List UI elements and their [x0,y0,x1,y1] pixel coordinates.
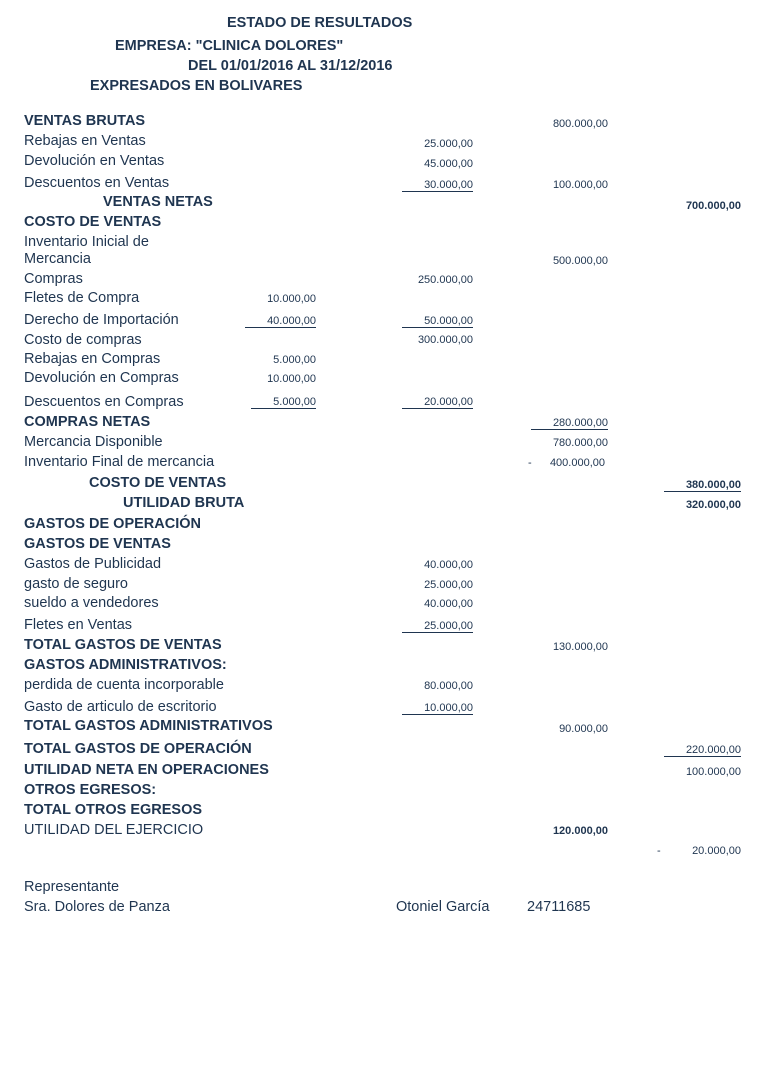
row-label: UTILIDAD NETA EN OPERACIONES [24,762,269,778]
row-label: Compras [24,271,83,287]
row-ventas-brutas [0,113,768,133]
row-costo-ventas-total [0,475,768,495]
row-label: Inventario Final de mercancia [24,454,215,470]
row-label: COSTO DE VENTAS [89,475,227,491]
amount: 30.000,00 [402,179,473,192]
representative-name: Sra. Dolores de Panza [24,899,170,915]
amount: 120.000,00 [552,825,608,837]
row-label: UTILIDAD BRUTA [123,495,245,511]
preparer-id: 24711685 [527,899,591,915]
row-sueldo-vendedores [0,595,768,615]
row-label: Rebajas en Ventas [24,133,146,149]
row-gastos-admin [0,657,768,677]
row-label: UTILIDAD DEL EJERCICIO [24,822,204,838]
amount: 10.000,00 [267,293,316,305]
row-label: Rebajas en Compras [24,351,161,367]
amount: 220.000,00 [664,744,741,757]
row-derecho-importacion [0,312,768,332]
currency-note: EXPRESADOS EN BOLIVARES [90,78,303,94]
row-devolucion-ventas [0,153,768,173]
row-devolucion-compras [0,370,768,390]
amount: 400.000,00 [549,457,605,469]
row-label: Gasto de articulo de escritorio [24,699,217,715]
row-rebajas-compras [0,351,768,371]
row-label: Descuentos en Compras [24,394,184,410]
row-label: Inventario Inicial de [24,234,149,250]
row-label: Fletes en Ventas [24,617,133,633]
row-utilidad-neta-operaciones [0,762,768,782]
period: DEL 01/01/2016 AL 31/12/2016 [188,58,393,74]
amount: 700.000,00 [685,200,741,212]
amount: 80.000,00 [424,680,473,692]
row-gastos-ventas [0,536,768,556]
row-fletes-ventas [0,617,768,637]
row-ventas-netas [0,194,768,214]
preparer-name: Otoniel García [396,899,490,915]
row-gasto-escritorio [0,699,768,719]
row-descuentos-ventas [0,175,768,195]
amount: 40.000,00 [424,598,473,610]
row-label: sueldo a vendedores [24,595,159,611]
row-perdida-cuenta [0,677,768,697]
row-compras [0,271,768,291]
amount: 780.000,00 [552,437,608,449]
row-label: VENTAS BRUTAS [24,113,146,129]
row-otros-egresos [0,782,768,802]
row-total-gastos-ventas [0,637,768,657]
row-fletes-compra [0,290,768,310]
amount: 25.000,00 [424,138,473,150]
row-utilidad-ejercicio [0,822,768,842]
row-label: perdida de cuenta incorporable [24,677,224,693]
row-total-gastos-admin [0,718,768,738]
row-compras-netas [0,414,768,434]
representative-role: Representante [24,879,120,895]
amount: 130.000,00 [552,641,608,653]
amount: 45.000,00 [424,158,473,170]
row-label: VENTAS NETAS [103,194,213,210]
row-inventario-final [0,454,768,474]
row-label: GASTOS ADMINISTRATIVOS: [24,657,227,673]
row-inventario-inicial-2 [0,251,768,271]
company-name: EMPRESA: "CLINICA DOLORES" [115,38,344,54]
row-label: TOTAL GASTOS DE OPERACIÓN [24,741,252,757]
row-total-gastos-operacion [0,741,768,761]
row-label: Fletes de Compra [24,290,140,306]
row-label: Descuentos en Ventas [24,175,170,191]
row-label: Gastos de Publicidad [24,556,162,572]
row-descuentos-compras [0,394,768,414]
row-label: Costo de compras [24,332,142,348]
row-label: Devolución en Ventas [24,153,165,169]
amount: 5.000,00 [251,396,316,409]
row-final-negative [0,845,768,865]
statement-title: ESTADO DE RESULTADOS [227,15,413,31]
minus-sign: - [528,457,532,469]
row-rebajas-ventas [0,133,768,153]
row-label: OTROS EGRESOS: [24,782,157,798]
row-costo-ventas-head [0,214,768,234]
row-label: Derecho de Importación [24,312,179,328]
amount: 300.000,00 [417,334,473,346]
row-gasto-seguro [0,576,768,596]
amount: 100.000,00 [685,766,741,778]
row-mercancia-disponible [0,434,768,454]
row-label: COSTO DE VENTAS [24,214,162,230]
amount: 320.000,00 [685,499,741,511]
amount: 10.000,00 [267,373,316,385]
amount: 280.000,00 [531,417,608,430]
row-label: COMPRAS NETAS [24,414,151,430]
row-utilidad-bruta [0,495,768,515]
row-label: TOTAL GASTOS ADMINISTRATIVOS [24,718,273,734]
amount: 25.000,00 [424,579,473,591]
amount: 20.000,00 [692,845,741,857]
amount: 100.000,00 [552,179,608,191]
minus-sign: - [657,845,661,857]
amount: 90.000,00 [559,723,608,735]
row-label: Mercancia Disponible [24,434,163,450]
amount: 50.000,00 [402,315,473,328]
row-label: Devolución en Compras [24,370,179,386]
amount: 40.000,00 [424,559,473,571]
amount: 10.000,00 [402,702,473,715]
row-label: gasto de seguro [24,576,128,592]
amount: 40.000,00 [245,315,316,328]
amount: 250.000,00 [417,274,473,286]
row-label: GASTOS DE OPERACIÓN [24,516,201,532]
amount: 25.000,00 [402,620,473,633]
row-label: Mercancia [24,251,91,267]
row-gastos-publicidad [0,556,768,576]
amount: 800.000,00 [552,118,608,130]
row-costo-compras [0,332,768,352]
amount: 500.000,00 [552,255,608,267]
row-gastos-operacion [0,516,768,536]
amount: 5.000,00 [273,354,316,366]
amount: 380.000,00 [664,479,741,492]
amount: 20.000,00 [402,396,473,409]
row-label: TOTAL GASTOS DE VENTAS [24,637,222,653]
row-total-otros-egresos [0,802,768,822]
row-label: GASTOS DE VENTAS [24,536,171,552]
row-label: TOTAL OTROS EGRESOS [24,802,203,818]
